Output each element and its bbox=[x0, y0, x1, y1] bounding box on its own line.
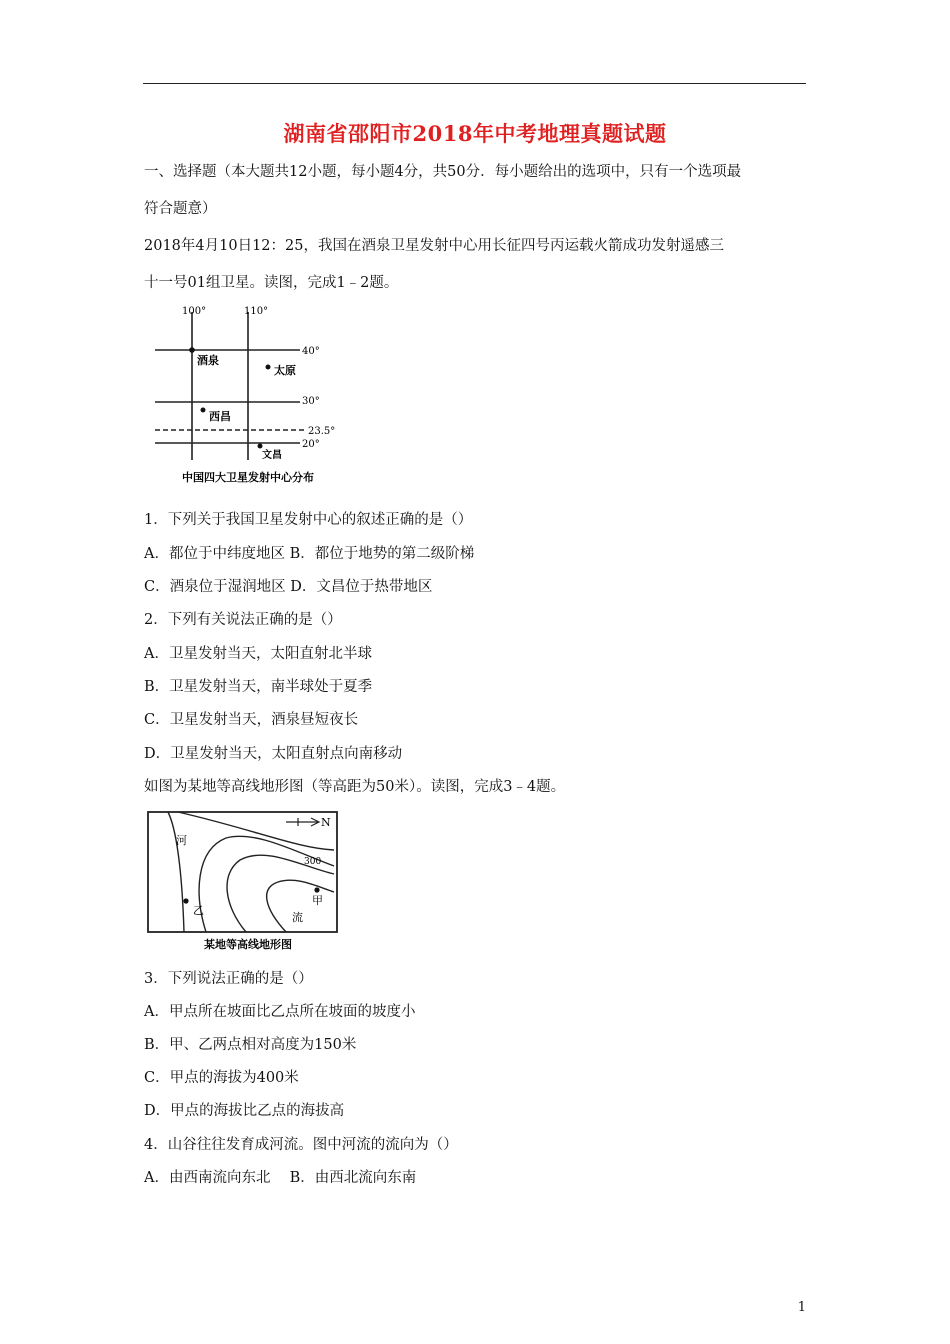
north-label: N bbox=[321, 816, 331, 829]
lon-label-100: 100° bbox=[182, 306, 207, 317]
q3-option-d: D．甲点的海拔比乙点的海拔高 bbox=[144, 1103, 345, 1119]
river-char-he: 河 bbox=[176, 834, 187, 847]
point-yi-dot bbox=[183, 898, 188, 903]
q2-option-b: B．卫星发射当天，南半球处于夏季 bbox=[144, 679, 373, 695]
lat-label-40: 40° bbox=[302, 346, 320, 357]
jiuquan-dot bbox=[189, 347, 195, 353]
xichang-label: 西昌 bbox=[209, 410, 231, 423]
taiyuan-dot bbox=[266, 365, 271, 370]
q3-option-c: C．甲点的海拔为400米 bbox=[144, 1070, 299, 1086]
contour-map bbox=[146, 808, 341, 960]
taiyuan-label: 太原 bbox=[274, 364, 296, 377]
q2-option-d: D．卫星发射当天，太阳直射点向南移动 bbox=[144, 746, 403, 762]
intro2: 如图为某地等高线地形图（等高距为50米）。读图，完成3﹣4题。 bbox=[144, 779, 566, 795]
section-heading-line2: 符合题意） bbox=[144, 201, 217, 217]
q2-option-a: A．卫星发射当天，太阳直射北半球 bbox=[144, 646, 372, 662]
wenchang-label: 文昌 bbox=[262, 450, 282, 461]
contour-label-300: 300 bbox=[304, 857, 322, 867]
contour-line-3 bbox=[199, 836, 334, 932]
lat-label-30: 30° bbox=[302, 396, 320, 407]
header-rule bbox=[143, 83, 806, 84]
intro1-line2: 十一号01组卫星。读图，完成1﹣2题。 bbox=[144, 275, 399, 291]
point-jia-label: 甲 bbox=[312, 894, 323, 907]
q3-option-a: A．甲点所在坡面比乙点所在坡面的坡度小 bbox=[144, 1004, 416, 1020]
q4-stem: 4．山谷往往发育成河流。图中河流的流向为（） bbox=[144, 1137, 458, 1153]
lat-label-20: 20° bbox=[302, 439, 320, 450]
q2-option-c: C．卫星发射当天，酒泉昼短夜长 bbox=[144, 712, 359, 728]
contour-line-2 bbox=[178, 812, 334, 850]
lat-label-23-5: 23.5° bbox=[308, 426, 336, 437]
q2-stem: 2．下列有关说法正确的是（） bbox=[144, 612, 342, 628]
page-title: 湖南省邵阳市2018年中考地理真题试题 bbox=[283, 121, 667, 146]
xichang-dot bbox=[201, 408, 206, 413]
jiuquan-label: 酒泉 bbox=[197, 354, 219, 367]
point-jia-dot bbox=[314, 887, 319, 892]
launch-centers-map bbox=[150, 300, 360, 494]
q1-stem: 1．下列关于我国卫星发射中心的叙述正确的是（） bbox=[144, 512, 473, 528]
q1-options-ab: A．都位于中纬度地区 B．都位于地势的第二级阶梯 bbox=[144, 546, 475, 562]
point-yi-label: 乙 bbox=[193, 904, 204, 917]
contour-line-5 bbox=[267, 880, 334, 932]
section-heading-line1: 一、选择题（本大题共12小题，每小题4分，共50分．每小题给出的选项中，只有一个选项最 bbox=[144, 164, 742, 180]
contour-caption: 某地等高线地形图 bbox=[204, 938, 292, 951]
contour-map-frame bbox=[148, 812, 337, 932]
q1-options-cd: C．酒泉位于湿润地区 D．文昌位于热带地区 bbox=[144, 579, 433, 595]
q4-options-ab: A．由西南流向东北 B．由西北流向东南 bbox=[144, 1170, 417, 1186]
wenchang-dot bbox=[258, 444, 263, 449]
river-char-liu: 流 bbox=[292, 911, 303, 924]
contour-line-1 bbox=[168, 812, 184, 932]
lon-label-110: 110° bbox=[244, 306, 269, 317]
map-caption: 中国四大卫星发射中心分布 bbox=[182, 471, 314, 484]
q3-stem: 3．下列说法正确的是（） bbox=[144, 971, 313, 987]
q3-option-b: B．甲、乙两点相对高度为150米 bbox=[144, 1037, 357, 1053]
intro1-line1: 2018年4月10日12：25，我国在酒泉卫星发射中心用长征四号丙运载火箭成功发射遥感三 bbox=[144, 238, 724, 254]
page-number: 1 bbox=[797, 1300, 806, 1315]
